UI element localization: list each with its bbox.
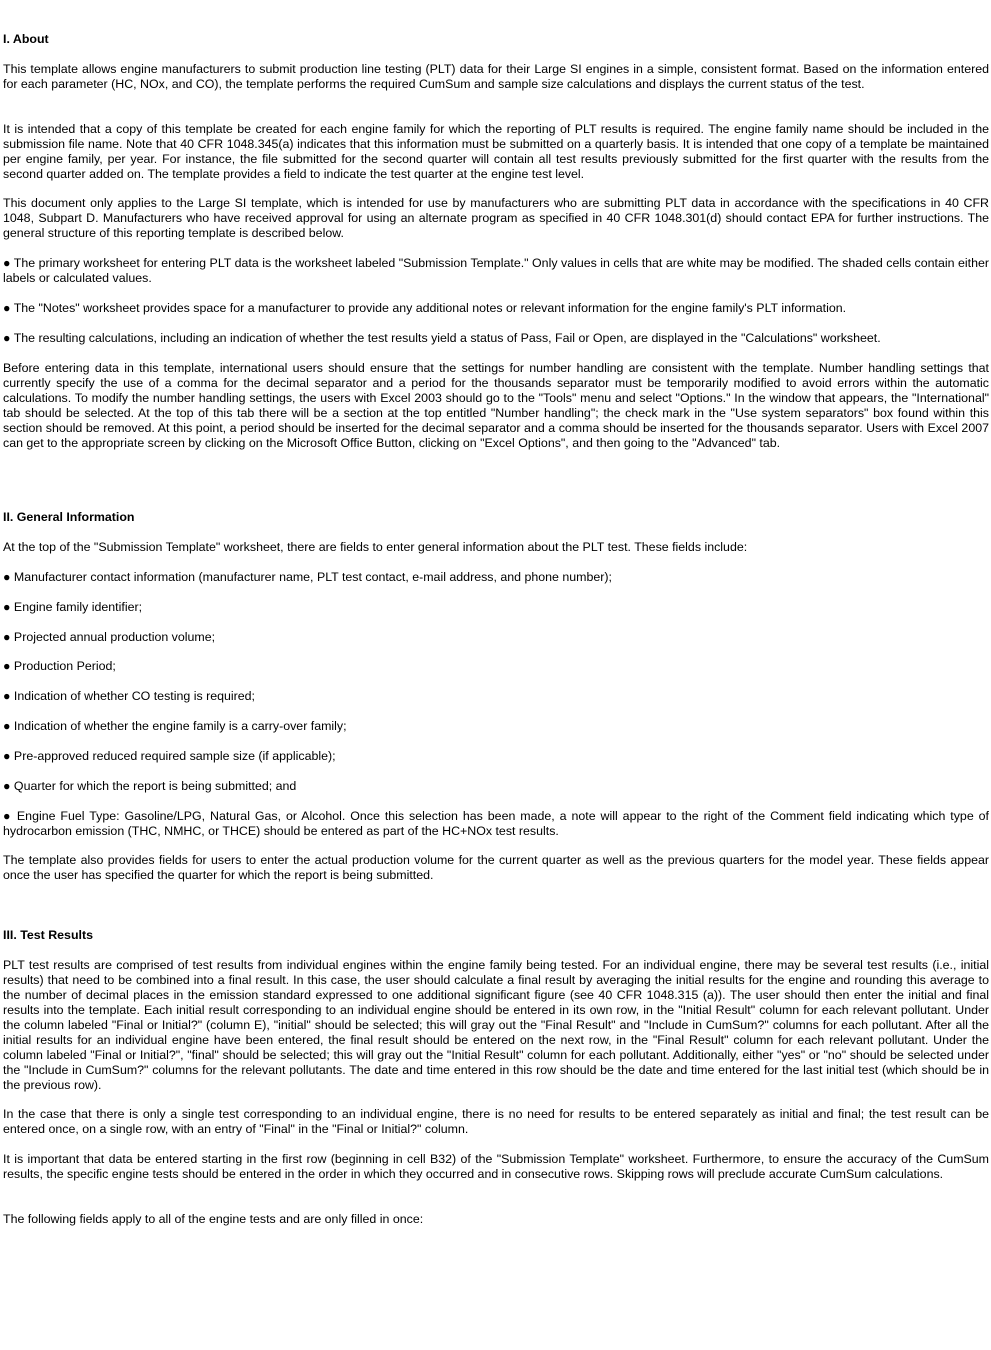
results-paragraph-1: PLT test results are comprised of test results from individual engines within the engine family being tested. For an individual engine, there may be several test results (i.e., initial results) that need to be combined into a final result. In this case, the user should calculate a final result by averaging the initial results for the engine and rounding this average to the number of decimal places in the emission standard expressed to one additional significant figure (see 40 CFR 1048.315 (a)). The user should then enter the initial and final results into the template. Each initial result corresponding to an individual engine should be entered in its own row, in the "Initial Result" column for each relevant pollutant. Under the column labeled "Final or Initial?" (column E), "initial" should be selected; this will gray out the "Final Result" and "Include in CumSum?" columns for each pollutant. After all the initial results for an individual engine have been entered, the final result should be entered on the next row, in the "Final Result" column for each relevant pollutant. Under the column labeled "Final or Initial?", "final" should be selected; this will gray out the "Initial Result" column for each pollutant. Additionally, either "yes" or "no" should be selected under the "Include in CumSum?" columns for the relevant pollutants. The date and time entered in this row should be the date and time entered for the last initial test (which should be in the previous row). bbox=[3, 958, 989, 1092]
general-item-reduced-sample-size: ● Pre-approved reduced required sample size (if applicable); bbox=[3, 749, 336, 763]
about-paragraph-3: This document only applies to the Large SI template, which is intended for use by manufacturers who are submitting PLT data in accordance with the specifications in 40 CFR 1048, Subpart D. Manufacturers who have received approval for using an alternate program as specified in 40 CFR 1048.301(d) should contact EPA for further instructions. The general structure of this reporting template is described below. bbox=[3, 196, 989, 240]
results-paragraph-3: It is important that data be entered starting in the first row (beginning in cell B32) of the "Submission Template" worksheet. Furthermore, to ensure the accuracy of the CumSum results, the specific engine tests should be entered in the order in which they occurred and in consecutive rows. Skipping rows will preclude accurate CumSum calculations. bbox=[3, 1152, 989, 1181]
section-heading-general-information: II. General Information bbox=[3, 510, 135, 524]
general-item-engine-family: ● Engine family identifier; bbox=[3, 600, 143, 614]
results-paragraph-4: The following fields apply to all of the engine tests and are only filled in once: bbox=[3, 1212, 424, 1226]
about-bullet-notes: ● The "Notes" worksheet provides space for a manufacturer to provide any additional notes or relevant information for the engine family's PLT information. bbox=[3, 301, 847, 315]
about-paragraph-2: It is intended that a copy of this template be created for each engine family for which the reporting of PLT results is required. The engine family name should be included in the submission file name. Note that 40 CFR 1048.345(a) indicates that this information must be submitted on a quarterly basis. It is intended that one copy of a template be maintained per engine family, per year. For instance, the file submitted for the second quarter will contain all test results previously submitted for the first quarter with the results from the second quarter added on. The template provides a field to indicate the test quarter at the engine test level. bbox=[3, 122, 989, 181]
general-outro: The template also provides fields for users to enter the actual production volume for the current quarter as well as the previous quarters for the model year. These fields appear once the user has specified the quarter for which the report is being submitted. bbox=[3, 853, 989, 882]
general-item-quarter: ● Quarter for which the report is being submitted; and bbox=[3, 779, 297, 793]
general-item-manufacturer-contact: ● Manufacturer contact information (manufacturer name, PLT test contact, e-mail address, and phone number); bbox=[3, 570, 612, 584]
general-item-fuel-type: ● Engine Fuel Type: Gasoline/LPG, Natural Gas, or Alcohol. Once this selection has been made, a note will appear to the right of the Comment field indicating which type of hydrocarbon emission (THC, NMHC, or THCE) should be entered as part of the HC+NOx test results. bbox=[3, 809, 989, 838]
general-item-carry-over: ● Indication of whether the engine family is a carry-over family; bbox=[3, 719, 347, 733]
general-intro: At the top of the "Submission Template" worksheet, there are fields to enter general information about the PLT test. These fields include: bbox=[3, 540, 748, 554]
general-item-projected-volume: ● Projected annual production volume; bbox=[3, 630, 216, 644]
about-bullet-submission-template: ● The primary worksheet for entering PLT data is the worksheet labeled "Submission Template." Only values in cells that are white may be modified. The shaded cells contain either labels or calculated values. bbox=[3, 256, 989, 285]
results-paragraph-2: In the case that there is only a single test corresponding to an individual engine, there is no need for results to be entered separately as initial and final; the test result can be entered once, on a single row, with an entry of "Final" in the "Final or Initial?" column. bbox=[3, 1107, 989, 1136]
about-paragraph-1: This template allows engine manufacturers to submit production line testing (PLT) data for their Large SI engines in a simple, consistent format. Based on the information entered for each parameter (HC, NOx, and CO), the template performs the required CumSum and sample size calculations and displays the current status of the test. bbox=[3, 62, 989, 91]
about-bullet-calculations: ● The resulting calculations, including an indication of whether the test results yield a status of Pass, Fail or Open, are displayed in the "Calculations" worksheet. bbox=[3, 331, 881, 345]
section-heading-test-results: III. Test Results bbox=[3, 928, 93, 942]
section-heading-about: I. About bbox=[3, 32, 49, 46]
general-item-co-testing: ● Indication of whether CO testing is required; bbox=[3, 689, 255, 703]
general-item-production-period: ● Production Period; bbox=[3, 659, 116, 673]
about-paragraph-international: Before entering data in this template, international users should ensure that the settings for number handling are consistent with the template. Number handling settings that currently specify the use of a comma for the decimal separator and a period for the thousands separator must be temporarily modified to avoid errors within the automatic calculations. To modify the number handling settings, the users with Excel 2003 should go to the "Tools" menu and select "Options." In the window that appears, the "International" tab should be selected. At the top of this tab there will be a section at the top entitled "Number handling"; the check mark in the "Use system separators" box found within this section should be removed. At this point, a period should be inserted for the decimal separator and a comma should be inserted for the thousands separator. Users with Excel 2007 can get to the appropriate screen by clicking on the Microsoft Office Button, clicking on "Excel Options", and then going to the "Advanced" tab. bbox=[3, 361, 989, 450]
